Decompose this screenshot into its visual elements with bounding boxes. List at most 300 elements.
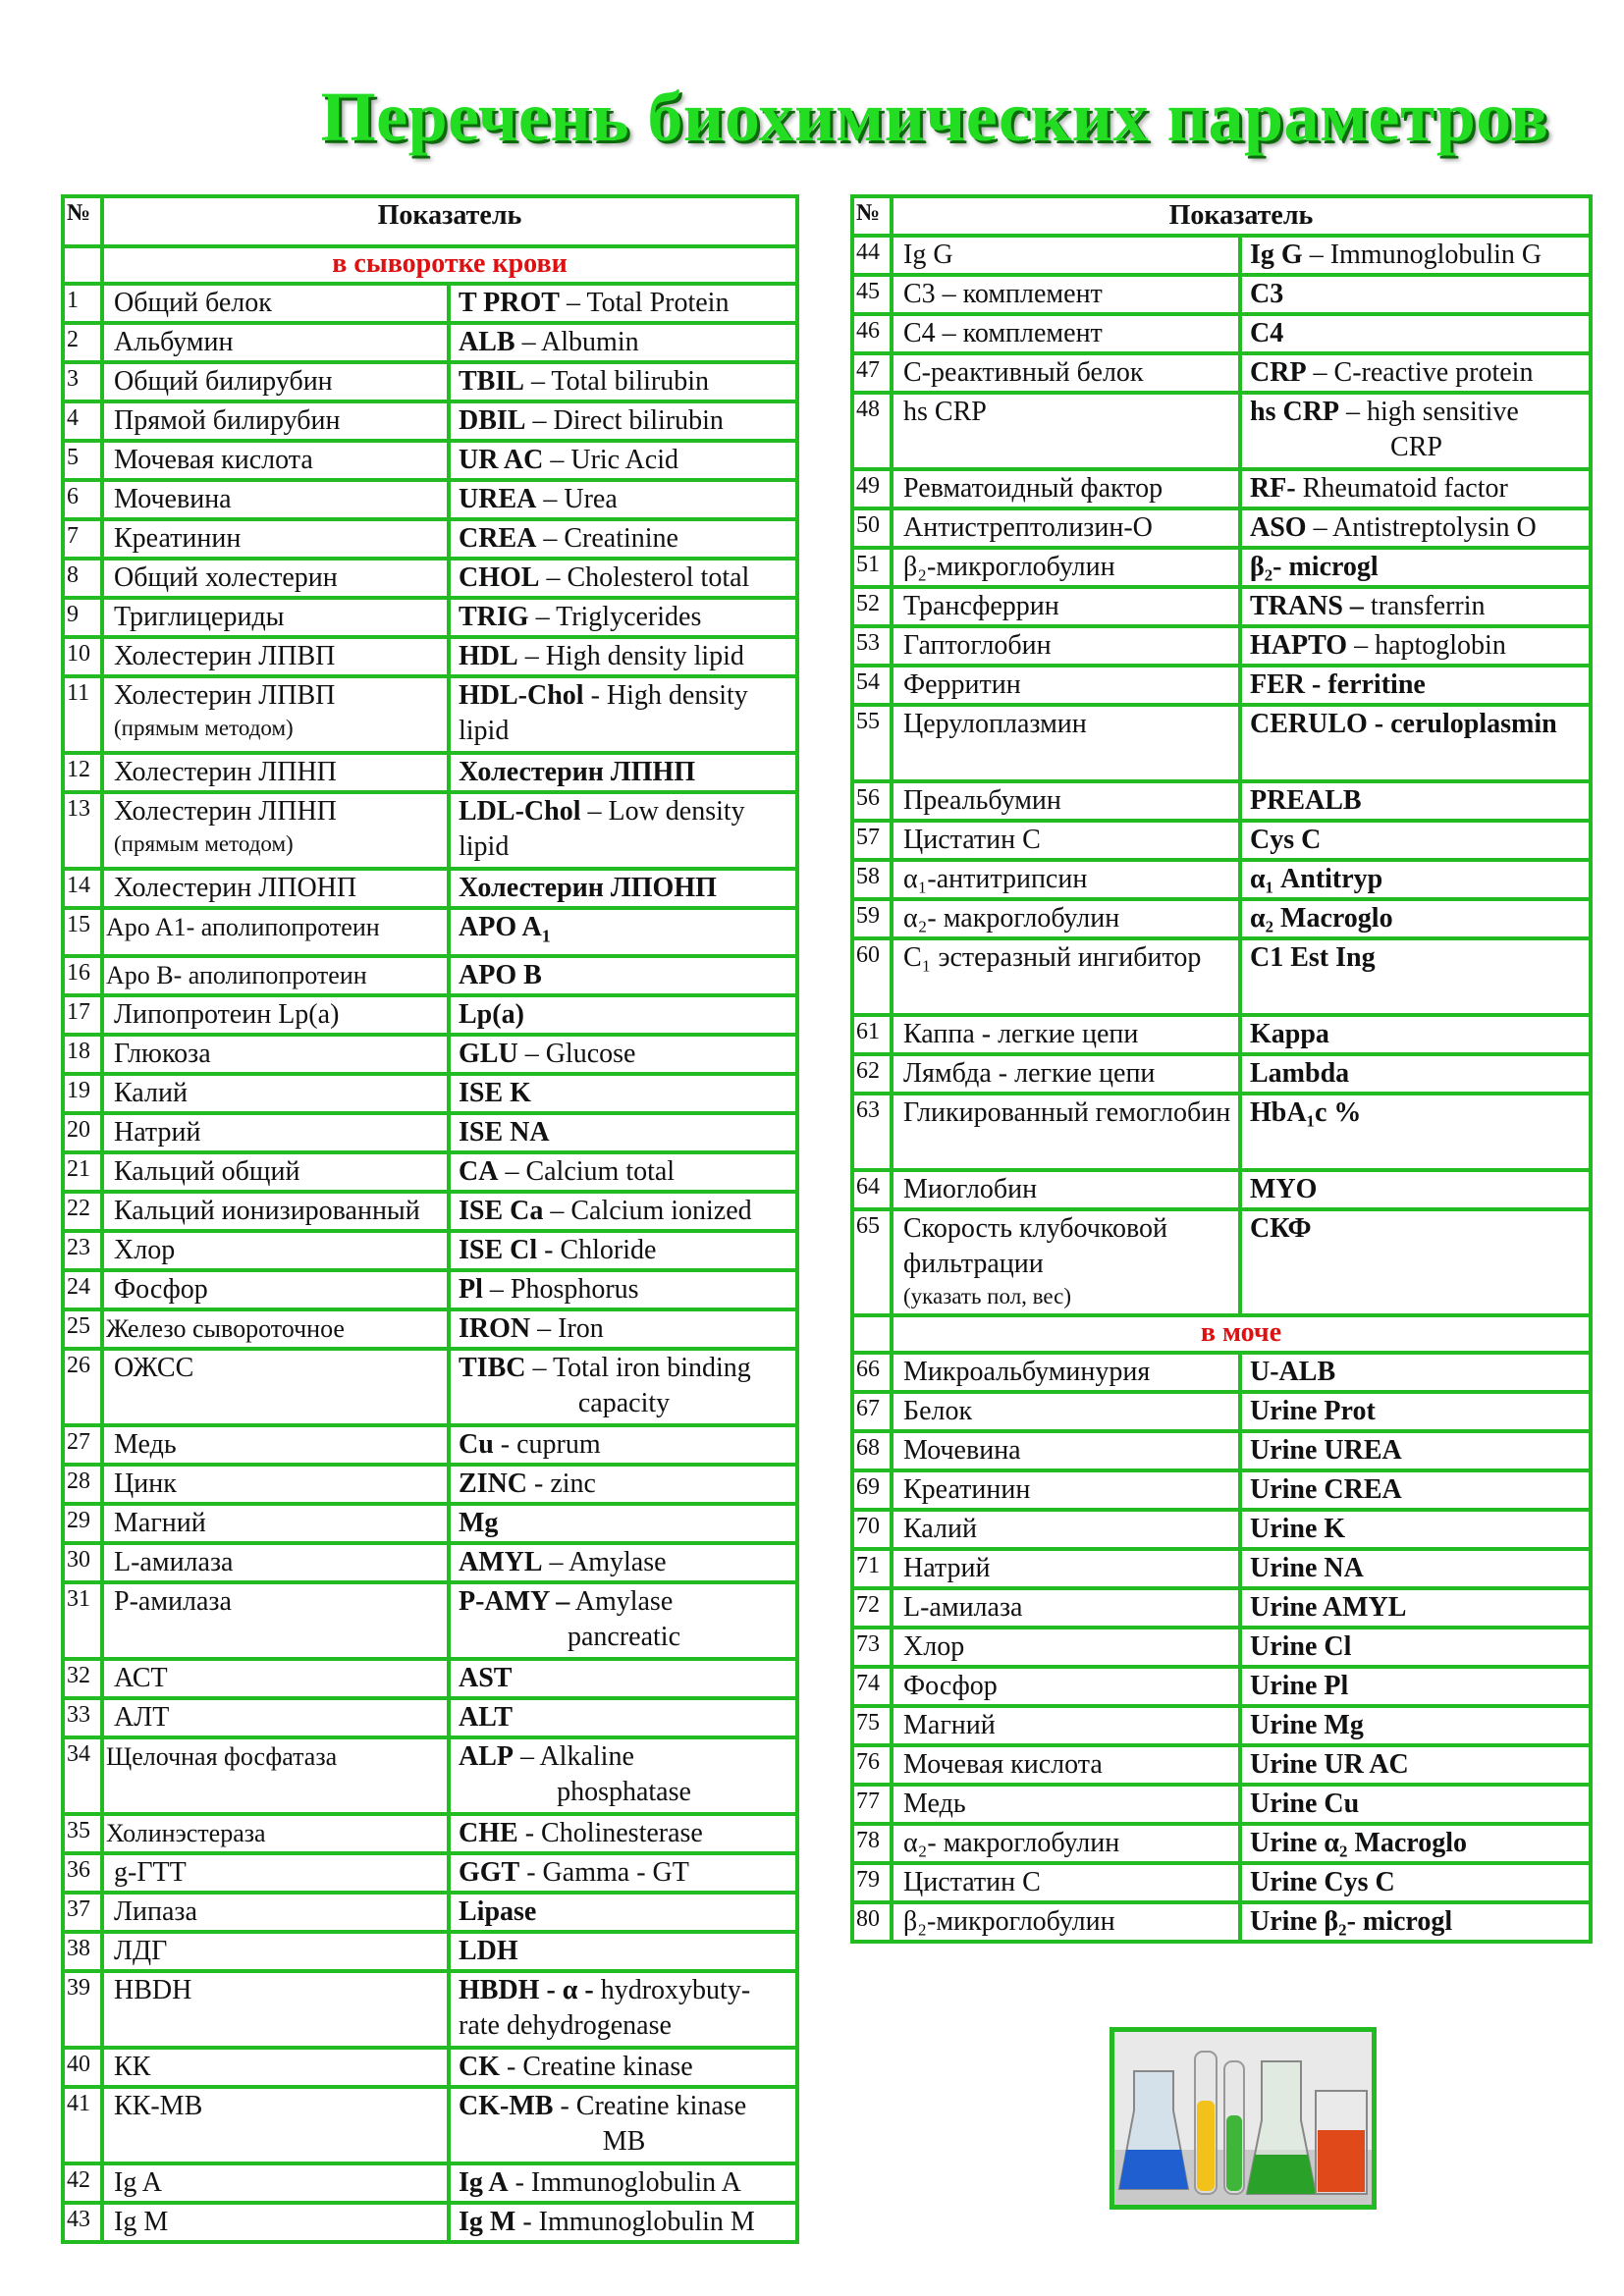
indicator-code <box>449 1814 797 1853</box>
indicator-code <box>449 1582 797 1659</box>
indicator-name <box>102 1853 449 1893</box>
indicator-name <box>102 1698 449 1737</box>
row-number: 65 <box>852 1209 892 1315</box>
indicator-name-text: Преальбумин <box>903 785 1061 816</box>
indicator-code <box>449 401 797 441</box>
table-row <box>852 705 1591 781</box>
indicator-name <box>892 314 1240 353</box>
indicator-name-text: Ig A <box>114 2166 162 2198</box>
table-row <box>63 1425 797 1465</box>
table-row <box>852 1209 1591 1315</box>
indicator-code <box>449 2163 797 2203</box>
table-row <box>852 314 1591 353</box>
code-bold: Urine Cl <box>1250 1631 1352 1662</box>
code-bold: HDL <box>459 641 518 671</box>
code-bold: IRON <box>459 1312 531 1344</box>
table-row <box>852 1628 1591 1667</box>
table-row <box>63 1113 797 1152</box>
code-bold: Ig M <box>459 2206 516 2237</box>
code-bold: C3 <box>1250 279 1284 309</box>
code-text-line2: pancreatic <box>567 1621 681 1652</box>
table-row <box>63 362 797 401</box>
indicator-name <box>892 1054 1240 1094</box>
indicator-code <box>449 559 797 598</box>
indicator-name <box>892 1094 1240 1170</box>
table-row <box>852 1170 1591 1209</box>
code-text: – Albumin <box>521 327 639 357</box>
indicator-code <box>1240 548 1591 587</box>
indicator-code <box>449 1465 797 1504</box>
indicator-name <box>892 469 1240 508</box>
indicator-name <box>892 1667 1240 1706</box>
code-text: - Creatine kinase <box>553 2090 747 2121</box>
indicator-name <box>892 705 1240 781</box>
indicator-name-text: Глюкоза <box>114 1038 211 1069</box>
code-bold: P-AMY – <box>459 1585 570 1617</box>
row-number: 21 <box>63 1152 102 1192</box>
number-header: № <box>63 196 102 246</box>
indicator-code <box>1240 781 1591 821</box>
row-number: 9 <box>63 598 102 637</box>
indicator-code <box>449 441 797 480</box>
indicator-name <box>102 1349 449 1425</box>
indicator-code <box>1240 236 1591 275</box>
row-number: 36 <box>63 1853 102 1893</box>
indicator-code <box>1240 1392 1591 1431</box>
indicator-code <box>449 1074 797 1113</box>
empty-cell <box>852 1315 892 1353</box>
code-bold: CK <box>459 2051 500 2082</box>
table-row <box>63 480 797 519</box>
code-text: – Calcium total <box>498 1155 676 1187</box>
table-row <box>852 938 1591 1015</box>
table-row <box>63 1035 797 1074</box>
indicator-code <box>449 1932 797 1971</box>
row-number: 72 <box>852 1588 892 1628</box>
code-bold: Lipase <box>459 1896 537 1927</box>
indicator-code <box>449 1425 797 1465</box>
indicator-code <box>1240 1549 1591 1588</box>
table-row <box>63 1582 797 1659</box>
code-bold: Mg <box>459 1507 499 1538</box>
code-bold: HAPTO <box>1250 630 1348 661</box>
indicator-name-text: Холестерин ЛПНП <box>114 757 337 787</box>
code-bold: TRANS – <box>1250 591 1364 621</box>
table-row <box>852 860 1591 899</box>
indicator-code <box>449 637 797 676</box>
indicator-name-text: Ревматоидный фактор <box>903 473 1164 504</box>
row-number: 25 <box>63 1309 102 1349</box>
indicator-code <box>1240 1431 1591 1470</box>
code-bold: α₂ Macroglo <box>1250 903 1393 934</box>
row-number: 53 <box>852 626 892 666</box>
indicator-code <box>1240 1470 1591 1510</box>
table-row <box>63 1893 797 1932</box>
empty-cell <box>63 246 102 284</box>
indicator-name-text: АЛТ <box>114 1701 170 1733</box>
code-bold: GLU <box>459 1038 518 1069</box>
code-text: – Alkaline <box>514 1740 634 1772</box>
code-text: - Chloride <box>537 1234 657 1265</box>
indicator-name <box>102 908 449 956</box>
indicator-code <box>449 995 797 1035</box>
indicator-name-text: КК-МВ <box>114 2090 203 2121</box>
indicator-name <box>102 1932 449 1971</box>
row-number: 45 <box>852 275 892 314</box>
code-bold: Lambda <box>1250 1058 1350 1089</box>
code-bold: RF- <box>1250 473 1296 504</box>
code-text: – Antistreptolysin O <box>1306 512 1537 543</box>
row-number: 32 <box>63 1659 102 1698</box>
indicator-name-text: Креатинин <box>114 523 242 554</box>
indicator-code <box>1240 1745 1591 1785</box>
indicator-name <box>102 1543 449 1582</box>
code-bold: Urine AMYL <box>1250 1592 1407 1623</box>
code-bold: UREA <box>459 484 537 514</box>
code-bold: Urine Prot <box>1250 1396 1376 1426</box>
indicator-name-text: ЛДГ <box>114 1935 168 1966</box>
indicator-name <box>102 598 449 637</box>
code-bold: UR AC <box>459 445 544 475</box>
indicator-code <box>449 1152 797 1192</box>
code-bold: APO B <box>459 959 542 990</box>
indicator-name-text: ОЖСС <box>114 1352 194 1383</box>
indicator-name-text: L-амилаза <box>903 1592 1023 1623</box>
code-text: – Immunoglobulin G <box>1302 240 1543 270</box>
table-row <box>63 2048 797 2087</box>
indicator-name <box>892 666 1240 705</box>
code-bold: ZINC <box>459 1468 528 1499</box>
row-number: 64 <box>852 1170 892 1209</box>
table-row <box>63 441 797 480</box>
indicator-name-text: L-амилаза <box>114 1546 234 1577</box>
code-bold: ASO <box>1250 512 1307 543</box>
indicator-code <box>449 1309 797 1349</box>
code-text-line2: phosphatase <box>557 1776 691 1807</box>
row-number: 69 <box>852 1470 892 1510</box>
indicator-code <box>449 956 797 995</box>
indicator-name-text: Калий <box>114 1077 188 1108</box>
indicator-name <box>892 1209 1240 1315</box>
indicator-name-text: Медь <box>114 1428 177 1460</box>
row-number: 61 <box>852 1015 892 1054</box>
indicator-code <box>1240 275 1591 314</box>
indicator-name-text: Холестерин ЛПВП <box>114 680 336 711</box>
table-row <box>852 1470 1591 1510</box>
indicator-code <box>1240 1785 1591 1824</box>
indicator-code <box>449 1737 797 1814</box>
indicator-name <box>102 869 449 908</box>
code-bold: ISE NA <box>459 1116 550 1148</box>
row-number: 44 <box>852 236 892 275</box>
indicator-code <box>1240 1902 1591 1942</box>
row-number: 34 <box>63 1737 102 1814</box>
indicator-name-text: Мочевая кислота <box>903 1749 1103 1780</box>
table-row <box>852 1094 1591 1170</box>
row-number: 42 <box>63 2163 102 2203</box>
indicator-name-text: HBDH <box>114 1974 192 2005</box>
indicator-name <box>102 401 449 441</box>
table-row <box>63 1543 797 1582</box>
code-text: – Urea <box>536 484 618 514</box>
indicator-name-text: АСТ <box>114 1662 168 1693</box>
indicator-code <box>449 753 797 792</box>
code-bold: LDH <box>459 1935 518 1966</box>
indicator-code <box>1240 899 1591 938</box>
table-row <box>63 1698 797 1737</box>
code-bold: Urine CREA <box>1250 1474 1402 1505</box>
table-row <box>852 353 1591 393</box>
indicator-name-text: C₁ эстеразный ингибитор <box>903 942 1202 973</box>
code-bold: β₂- microgl <box>1250 552 1379 582</box>
indicator-name-text: Лямбда - легкие цепи <box>903 1058 1156 1089</box>
code-text: – Triglycerides <box>528 602 702 632</box>
indicator-name-text: Ig G <box>903 240 953 270</box>
indicator-code <box>1240 1824 1591 1863</box>
indicator-code <box>449 1971 797 2048</box>
indicator-code <box>449 2048 797 2087</box>
row-number: 47 <box>852 353 892 393</box>
code-text: – Cholesterol total <box>539 562 750 593</box>
table-row <box>63 1231 797 1270</box>
indicator-name-text: Мочевина <box>114 484 232 514</box>
indicator-code <box>1240 314 1591 353</box>
code-bold: AST <box>459 1662 513 1693</box>
row-number: 14 <box>63 869 102 908</box>
row-number: 56 <box>852 781 892 821</box>
table-row <box>63 1465 797 1504</box>
table-row <box>852 1549 1591 1588</box>
code-bold: Pl <box>459 1273 483 1305</box>
table-row <box>63 2163 797 2203</box>
row-number: 38 <box>63 1932 102 1971</box>
code-text: – Creatinine <box>536 523 678 554</box>
indicator-name-text: Цистатин С <box>903 1867 1041 1897</box>
table-row <box>852 1667 1591 1706</box>
indicator-name <box>892 1392 1240 1431</box>
table-row <box>63 637 797 676</box>
code-text: – Uric Acid <box>543 445 678 475</box>
indicator-code <box>1240 1628 1591 1667</box>
row-number: 33 <box>63 1698 102 1737</box>
row-number: 31 <box>63 1582 102 1659</box>
indicator-code <box>449 1698 797 1737</box>
indicator-name <box>892 1431 1240 1470</box>
code-bold: HbA₁c % <box>1250 1097 1362 1128</box>
code-bold: CHE <box>459 1817 518 1848</box>
indicator-name <box>892 899 1240 938</box>
table-row <box>852 781 1591 821</box>
section-urine: в моче <box>892 1315 1591 1353</box>
table-row <box>63 753 797 792</box>
code-text-line2: capacity <box>577 1387 671 1418</box>
indicator-name-text: Железо сывороточное <box>106 1313 345 1343</box>
indicator-name <box>892 353 1240 393</box>
indicator-name-text: Антистрептолизин-О <box>903 512 1153 543</box>
indicator-name-text: Липопротеин Lp(a) <box>114 998 340 1030</box>
table-row <box>852 275 1591 314</box>
indicator-name <box>102 2203 449 2242</box>
indicator-name <box>102 1582 449 1659</box>
indicator-name-text: Медь <box>903 1789 966 1819</box>
indicator-name <box>892 781 1240 821</box>
indicator-name <box>102 956 449 995</box>
table-row <box>63 1932 797 1971</box>
row-number: 74 <box>852 1667 892 1706</box>
code-bold: ISE Cl <box>459 1234 538 1265</box>
indicator-code <box>1240 1863 1591 1902</box>
row-number: 41 <box>63 2087 102 2163</box>
indicator-name-text: C3 – комплемент <box>903 279 1103 309</box>
indicator-code <box>1240 587 1591 626</box>
indicator-name <box>892 587 1240 626</box>
code-text: - Immunoglobulin A <box>508 2166 741 2198</box>
table-row <box>852 1824 1591 1863</box>
row-number: 2 <box>63 323 102 362</box>
indicator-code <box>1240 1588 1591 1628</box>
code-bold: ALP <box>459 1740 514 1772</box>
row-number: 43 <box>63 2203 102 2242</box>
indicator-note: (указать пол, вес) <box>903 1284 1072 1308</box>
table-row <box>63 323 797 362</box>
indicator-name <box>892 1628 1240 1667</box>
code-bold: Urine UR AC <box>1250 1749 1409 1780</box>
indicator-name <box>102 1113 449 1152</box>
other-parameters-table <box>850 194 1593 1944</box>
row-number: 27 <box>63 1425 102 1465</box>
table-row <box>852 1863 1591 1902</box>
code-bold: Cu <box>459 1428 494 1460</box>
indicator-name <box>102 1270 449 1309</box>
indicator-code <box>449 1113 797 1152</box>
indicator-name <box>892 1549 1240 1588</box>
table-row <box>63 1349 797 1425</box>
code-text: - zinc <box>527 1468 596 1499</box>
indicator-name <box>892 1510 1240 1549</box>
indicator-code <box>449 2087 797 2163</box>
indicator-code <box>449 869 797 908</box>
table-row <box>852 548 1591 587</box>
lab-glassware-icon <box>1114 2032 1372 2205</box>
code-text: – Phosphorus <box>482 1273 639 1305</box>
code-bold: Urine α₂ Macroglo <box>1250 1828 1468 1858</box>
code-bold: Lp(a) <box>459 998 524 1030</box>
table-row <box>63 995 797 1035</box>
indicator-name <box>892 236 1240 275</box>
row-number: 63 <box>852 1094 892 1170</box>
indicator-name-text: Apo A1- аполипопротеин <box>106 913 380 941</box>
indicator-name-text: g-ГТТ <box>114 1856 187 1888</box>
indicator-code <box>449 676 797 753</box>
code-bold: TIBC <box>459 1352 526 1383</box>
indicator-name <box>892 1902 1240 1942</box>
indicator-name-text: Гаптоглобин <box>903 630 1052 661</box>
row-number: 70 <box>852 1510 892 1549</box>
code-bold: Cys C <box>1250 825 1322 855</box>
code-text: hydroxybuty-rate dehydrogenase <box>459 1974 751 2041</box>
number-header: № <box>852 196 892 236</box>
table-row <box>852 899 1591 938</box>
row-number: 51 <box>852 548 892 587</box>
code-bold: Urine β₂- microgl <box>1250 1906 1453 1937</box>
row-number: 54 <box>852 666 892 705</box>
indicator-code <box>1240 469 1591 508</box>
indicator-name <box>102 559 449 598</box>
indicator-name <box>892 1170 1240 1209</box>
indicator-name-text: Щелочная фосфатаза <box>106 1741 338 1771</box>
code-text: – Total Protein <box>559 288 730 318</box>
table-row <box>63 1270 797 1309</box>
code-bold: Ig G <box>1250 240 1303 270</box>
indicator-name-text: Мочевая кислота <box>114 445 313 475</box>
indicator-name-text: Хлор <box>114 1234 176 1265</box>
table-row <box>852 1588 1591 1628</box>
code-bold: CREA <box>459 523 537 554</box>
code-text: – C-reactive protein <box>1306 357 1534 388</box>
indicator-name <box>102 1814 449 1853</box>
row-number: 11 <box>63 676 102 753</box>
indicator-name <box>102 676 449 753</box>
row-number: 10 <box>63 637 102 676</box>
row-number: 16 <box>63 956 102 995</box>
table-row <box>63 1853 797 1893</box>
code-bold: FER - ferritine <box>1250 669 1426 700</box>
indicator-code <box>1240 508 1591 548</box>
table-row <box>852 508 1591 548</box>
code-bold: DBIL <box>459 405 526 436</box>
row-number: 3 <box>63 362 102 401</box>
code-text: - Cholinesterase <box>517 1817 703 1848</box>
indicator-code <box>1240 1094 1591 1170</box>
table-row <box>63 1152 797 1192</box>
table-row <box>852 393 1591 469</box>
code-bold: Urine Cys C <box>1250 1867 1395 1897</box>
row-number: 49 <box>852 469 892 508</box>
row-number: 55 <box>852 705 892 781</box>
indicator-code <box>449 792 797 869</box>
indicator-name-text: β₂-микроглобулин <box>903 1906 1115 1937</box>
indicator-name <box>892 860 1240 899</box>
indicator-name <box>102 1425 449 1465</box>
table-row <box>63 559 797 598</box>
code-bold: HBDH - α - <box>459 1974 601 2005</box>
indicator-name-text: С-реактивный белок <box>903 357 1144 388</box>
row-number: 17 <box>63 995 102 1035</box>
table-row <box>63 1309 797 1349</box>
indicator-code <box>449 598 797 637</box>
table-row <box>63 1659 797 1698</box>
row-number: 50 <box>852 508 892 548</box>
row-number: 20 <box>63 1113 102 1152</box>
row-number: 39 <box>63 1971 102 2048</box>
table-row <box>63 1737 797 1814</box>
code-bold: Urine K <box>1250 1514 1346 1544</box>
indicator-code <box>1240 1015 1591 1054</box>
table-row <box>852 821 1591 860</box>
indicator-name-text: C4 – комплемент <box>903 318 1103 348</box>
table-row <box>63 598 797 637</box>
indicator-name-text: Трансферрин <box>903 591 1059 621</box>
indicator-code <box>1240 1706 1591 1745</box>
section-row <box>852 1315 1591 1353</box>
indicator-name-text: α₂- макроглобулин <box>903 903 1120 934</box>
indicator-name <box>102 1659 449 1698</box>
row-number: 79 <box>852 1863 892 1902</box>
table-row <box>852 666 1591 705</box>
indicator-name-text: Магний <box>114 1507 206 1538</box>
indicator-name <box>102 1152 449 1192</box>
code-bold: Холестерин ЛПОНП <box>459 873 717 903</box>
